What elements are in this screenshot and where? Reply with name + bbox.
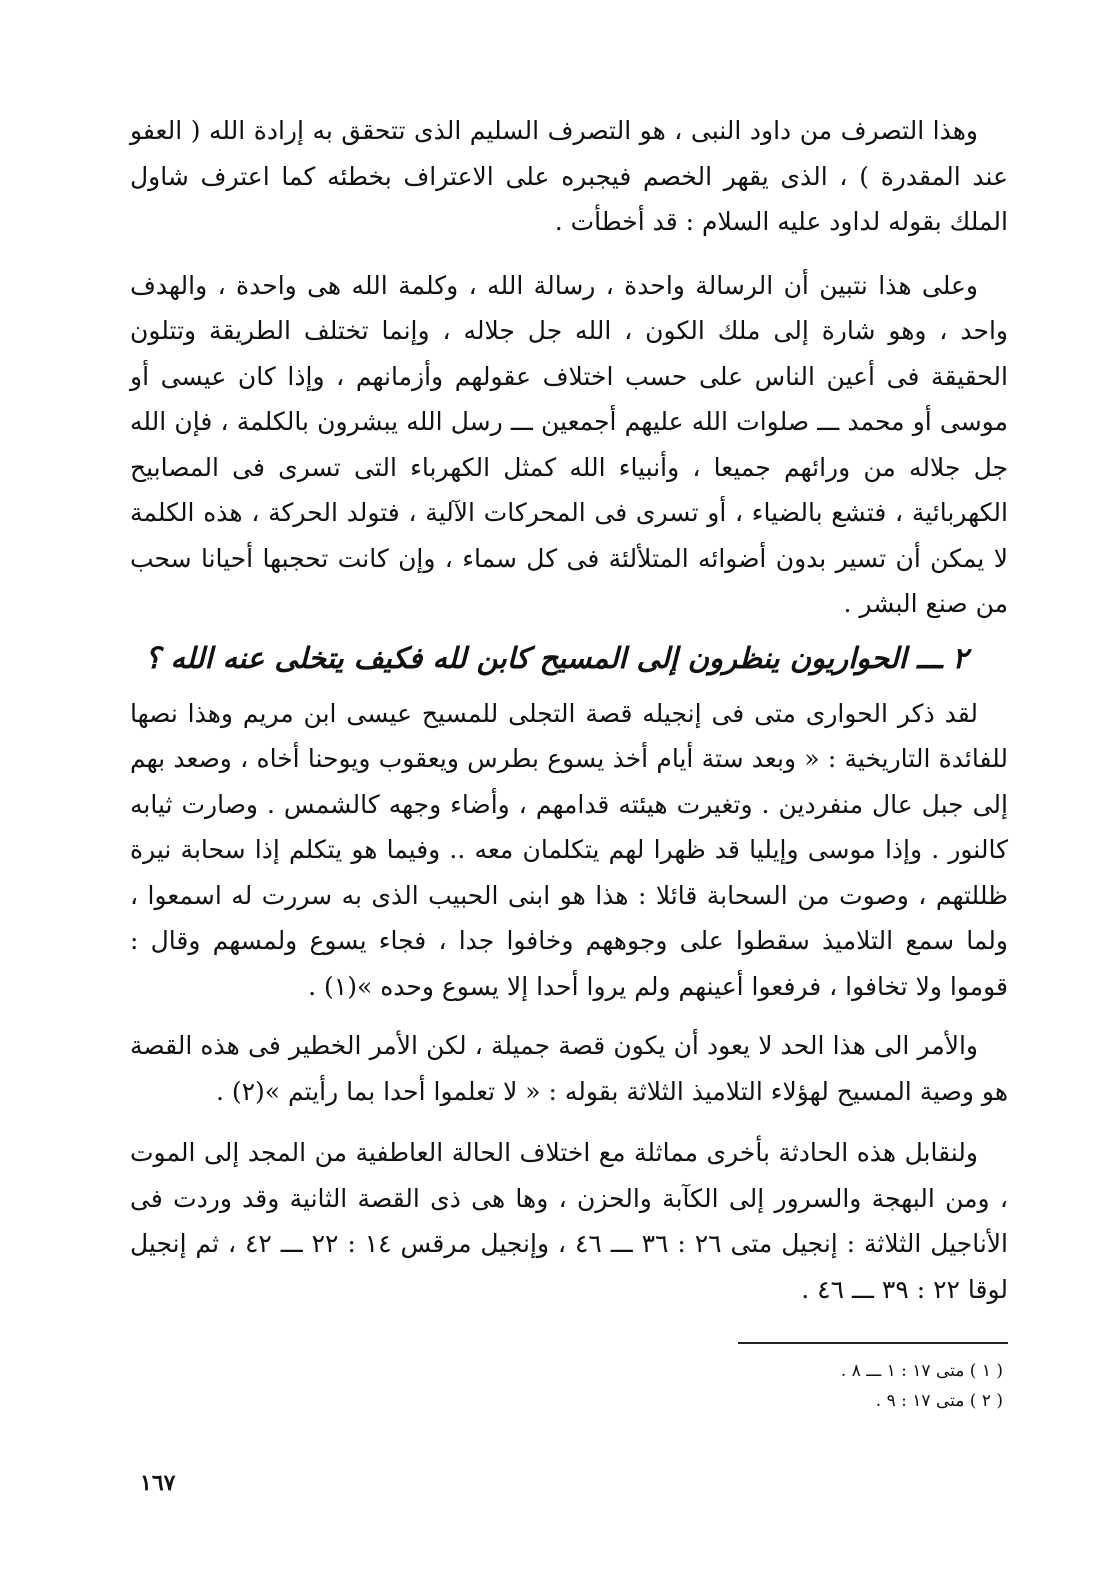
paragraph-4-text: والأمر الى هذا الحد لا يعود أن يكون قصة جميلة ، لكن الأمر الخطير فى هذه القصة هو وصية المسيح لهؤلاء التلاميذ الثلاثة بقوله : « لا تعلموا أحدا بما رأيتم »(٢) . — [130, 1031, 1008, 1106]
paragraph-5-text: ولنقابل هذه الحادثة بأخرى مماثلة مع اختلاف الحالة العاطفية من المجد إلى الموت ، ومن البهجة والسرور إلى الكآبة والحزن ، وها هى ذى القصة الثانية وقد وردت فى الأناجيل الثلاثة : إنجيل متى ٢٦ : ٣٦ ـــ ٤٦ ، وإنجيل مرقس ١٤ : ٢٢ ـــ ٤٢ ، ثم إنجيل لوقا ٢٢ : ٣٩ ـــ ٤٦ . — [130, 1138, 1008, 1304]
footnote-divider — [738, 1342, 1008, 1344]
paragraph-1-text: وهذا التصرف من داود النبى ، هو التصرف السليم الذى تتحقق به إرادة الله ( العفو عند المقدرة ) ، الذى يقهر الخصم فيجبره على الاعتراف بخطئه كما اعترف شاول الملك بقوله لداود عليه السلام : قد أخطأت . — [130, 116, 1008, 236]
footnote-2: ( ٢ ) متى ١٧ : ٩ . — [875, 1391, 1003, 1411]
paragraph-1 — [130, 108, 1008, 245]
paragraph-3-text: لقد ذكر الحوارى متى فى إنجيله قصة التجلى للمسيح عيسى ابن مريم وهذا نصها للفائدة التاريخية : « وبعد ستة أيام أخذ يسوع بطرس ويعقوب ويوحنا أخاه ، وصعد بهم إلى جبل عال منفردين . وتغيرت هيئته قدامهم ، وأضاء وجهه كالشمس . وصارت ثيابه كالنور . وإذا موسى وإيليا قد ظهرا لهم يتكلمان معه .. وفيما هو يتكلم إذا سحابة نيرة ظللتهم ، وصوت من السحابة قائلا : هذا هو ابنى الحبيب الذى به سررت له اسمعوا ، ولما سمع التلاميذ سقطوا على وجوههم وخافوا جدا ، فجاء يسوع ولمسهم وقال : قوموا ولا تخافوا ، فرفعوا أعينهم ولم يروا أحدا إلا يسوع وحده »(١) . — [130, 698, 1008, 1001]
paragraph-2 — [130, 263, 1008, 627]
footnote-1: ( ١ ) متى ١٧ : ١ ـــ ٨ . — [840, 1361, 1003, 1381]
page-number: ١٦٧ — [140, 1470, 176, 1496]
section-heading: ٢ ـــ الحواريون ينظرون إلى المسيح كابن لله فكيف يتخلى عنه الله ؟ — [145, 640, 968, 675]
paragraph-2-text: وعلى هذا نتبين أن الرسالة واحدة ، رسالة الله ، وكلمة الله هى واحدة ، والهدف واحد ، وهو شارة إلى ملك الكون ، الله جل جلاله ، وإنما تختلف الطريقة وتتلون الحقيقة فى أعين الناس على حسب اختلاف عقولهم وأزمانهم ، وإذا كان عيسى أو موسى أو محمد ـــ صلوات الله عليهم أجمعين ـــ رسل الله يبشرون بالكلمة ، فإن الله جل جلاله من ورائهم جميعا ، وأنبياء الله كمثل الكهرباء التى تسرى فى المصابيح الكهربائية ، فتشع بالضياء ، أو تسرى فى المحركات الآلية ، فتولد الحركة ، هذه الكلمة لا يمكن أن تسير بدون أضوائه المتلألئة فى كل سماء ، وإن كانت تحجبها أحيانا سحب من صنع البشر . — [130, 270, 1008, 618]
footnotes — [130, 1356, 1003, 1416]
paragraph-3 — [130, 691, 1008, 1010]
paragraph-5 — [130, 1130, 1008, 1312]
paragraph-4 — [130, 1023, 1008, 1114]
